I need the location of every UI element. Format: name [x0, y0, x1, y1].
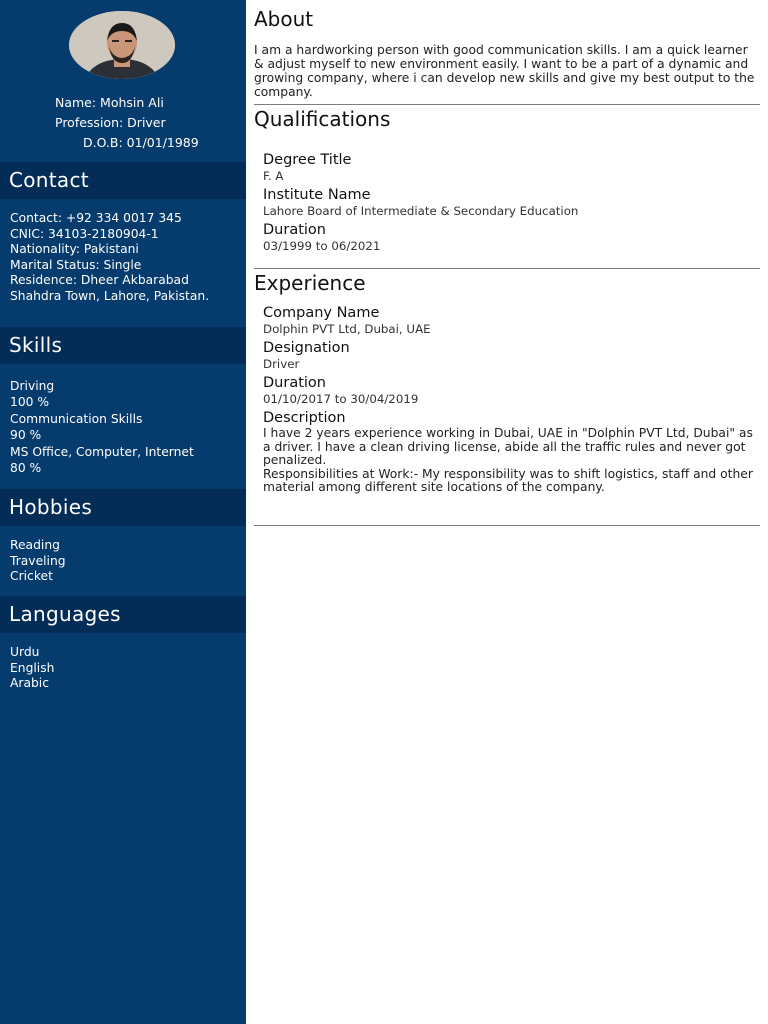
- experience-heading: Experience: [254, 271, 366, 295]
- contact-heading: Contact: [0, 162, 246, 199]
- designation-value: Driver: [263, 357, 300, 371]
- skill-name: MS Office, Computer, Internet: [10, 445, 194, 459]
- languages-heading: Languages: [0, 596, 246, 633]
- skill-level: 90 %: [10, 427, 42, 442]
- contact-residence: Residence: Dheer Akbarabad Shahdra Town, Lahore, Pakistan.: [10, 273, 210, 303]
- language-item: Arabic: [10, 676, 49, 690]
- degree-label: Degree Title: [263, 152, 352, 168]
- degree-value: F. A: [263, 169, 284, 183]
- language-item: Urdu: [10, 645, 40, 659]
- experience-block: [263, 304, 757, 495]
- description-responsibilities: Responsibilities at Work:- My responsibility was to shift logistics, staff and other material among different site locations of the company.: [263, 466, 753, 494]
- experience-duration-label: Duration: [263, 375, 326, 391]
- hobby-item: Reading: [10, 538, 60, 552]
- divider: [254, 104, 760, 105]
- designation-label: Designation: [263, 340, 350, 356]
- description-text: I have 2 years experience working in Dubai, UAE in "Dolphin PVT Ltd, Dubai" as a driver. I have a clean driving license, abide all the traffic rules and never got penalized.: [263, 426, 753, 467]
- qualifications-heading: Qualifications: [254, 107, 391, 131]
- company-value: Dolphin PVT Ltd, Dubai, UAE: [263, 322, 431, 336]
- description-label: Description: [263, 410, 346, 426]
- contact-phone: Contact: +92 334 0017 345: [10, 211, 182, 225]
- qualification-duration-label: Duration: [263, 222, 326, 238]
- contact-nationality: Nationality: Pakistani: [10, 242, 139, 256]
- profile-profession: Profession: Driver: [55, 115, 166, 130]
- hobbies-list: [10, 538, 240, 585]
- skill-name: Communication Skills: [10, 412, 143, 426]
- sidebar: [0, 0, 246, 1024]
- skill-name: Driving: [10, 379, 55, 393]
- profile-name: Name: Mohsin Ali: [55, 95, 164, 110]
- skills-heading: Skills: [0, 327, 246, 364]
- contact-cnic: CNIC: 34103-2180904-1: [10, 226, 159, 241]
- qualification-block: [263, 151, 757, 256]
- about-text: I am a hardworking person with good communication skills. I am a quick learner & adjust myself to new environment easily. I want to be a part of a dynamic and growing company, where i can develop new skills and give my best output to the company.: [254, 43, 755, 99]
- institute-value: Lahore Board of Intermediate & Secondary Education: [263, 204, 579, 218]
- institute-label: Institute Name: [263, 187, 371, 203]
- contact-list: [10, 211, 240, 304]
- divider: [254, 268, 760, 269]
- divider: [254, 525, 760, 526]
- qualification-duration-value: 03/1999 to 06/2021: [263, 239, 381, 253]
- skill-item: [10, 445, 240, 476]
- hobby-item: Cricket: [10, 569, 53, 583]
- profile-dob: D.O.B: 01/01/1989: [83, 135, 199, 150]
- skill-level: 80 %: [10, 460, 42, 475]
- contact-marital: Marital Status: Single: [10, 257, 142, 272]
- skill-item: [10, 412, 240, 443]
- languages-list: [10, 645, 240, 692]
- company-label: Company Name: [263, 305, 380, 321]
- about-heading: About: [254, 7, 314, 31]
- skill-level: 100 %: [10, 394, 50, 409]
- skill-item: [10, 379, 240, 410]
- hobbies-heading: Hobbies: [0, 489, 246, 526]
- skills-list: [10, 379, 240, 478]
- experience-duration-value: 01/10/2017 to 30/04/2019: [263, 392, 419, 406]
- language-item: English: [10, 660, 55, 675]
- profile-photo-icon: [69, 11, 175, 79]
- avatar: [69, 11, 175, 79]
- hobby-item: Traveling: [10, 553, 66, 568]
